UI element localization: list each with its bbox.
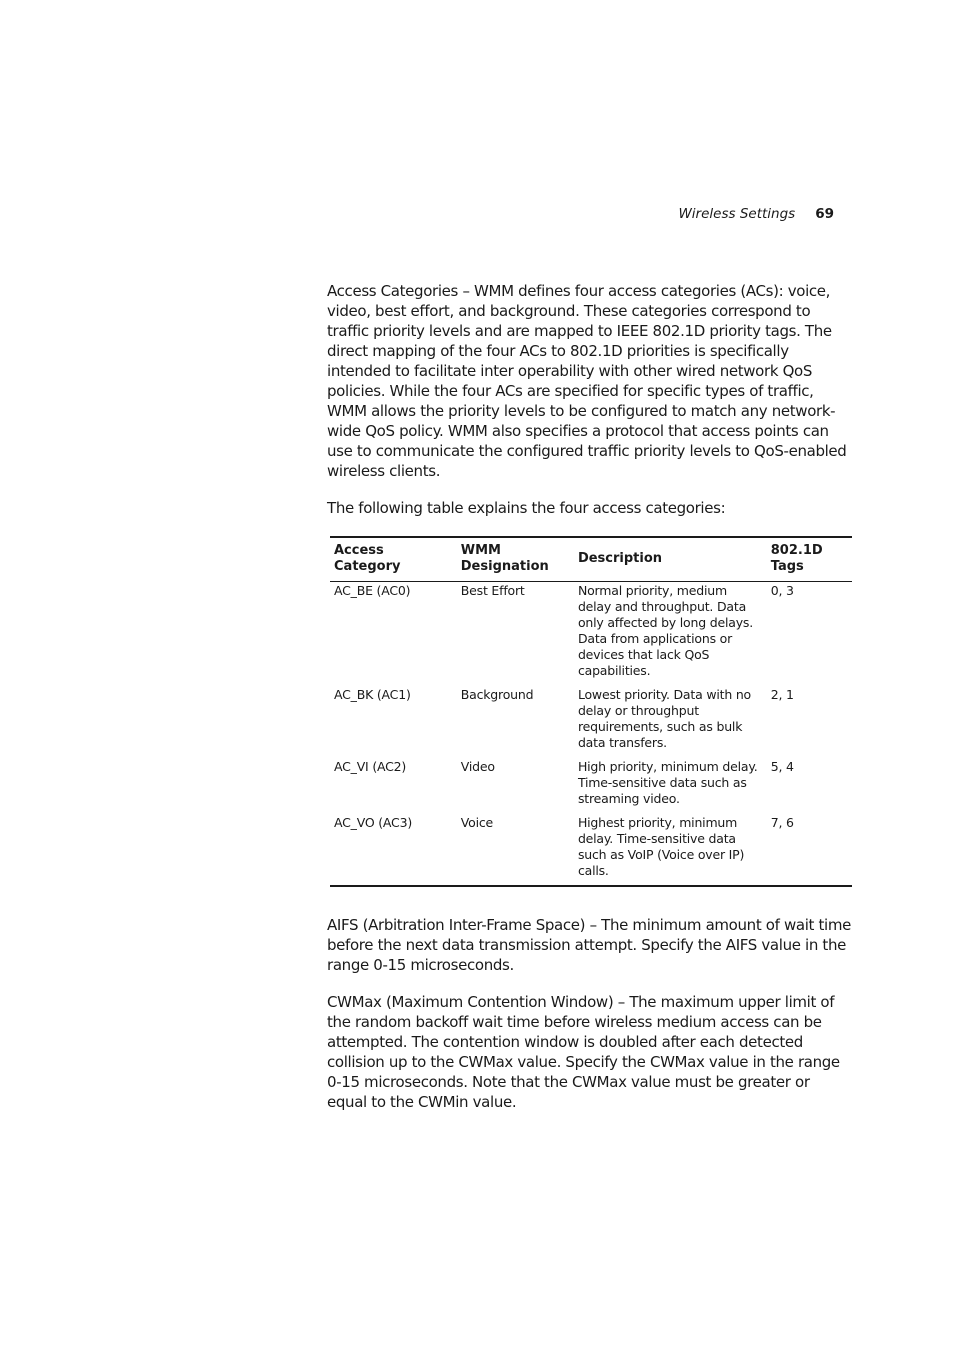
access-category-cell: AC_BE (AC0)	[334, 583, 411, 598]
access-categories-paragraph: Access Categories – WMM defines four access categories (ACs): voice, video, best effort, and background. These categories correspond to traffic priority levels and are mapped to IEEE 802.1D priority tags. The direct mapping of the four ACs to 802.1D priorities is specifically intended to facilitate inter operability with other wired network QoS policies. While the four ACs are specified for specific types of traffic, WMM allows the priority levels to be configured to match any network-wide QoS policy. WMM also specifies a protocol that access points can use to communicate the configured traffic priority levels to QoS-enabled wireless clients.	[327, 282, 847, 480]
description-cell: Highest priority, minimum delay. Time-sensitive data such as VoIP (Voice over IP) calls.	[577, 815, 745, 878]
tags-cell: 2, 1	[770, 687, 794, 702]
description-cell: High priority, minimum delay. Time-sensitive data such as streaming video.	[577, 759, 758, 806]
table-intro-paragraph: The following table explains the four access categories:	[327, 499, 726, 517]
tags-cell: 7, 6	[770, 815, 794, 830]
header-wmm-designation: WMM Designation	[457, 537, 574, 582]
running-header	[600, 205, 834, 223]
wmm-designation-cell: Video	[460, 759, 495, 774]
table-row	[330, 815, 852, 886]
header-8021d-tags: 802.1D Tags	[767, 537, 852, 582]
tags-cell: 0, 3	[770, 583, 794, 598]
table-row	[330, 759, 852, 815]
wmm-designation-cell: Voice	[460, 815, 494, 830]
tags-cell: 5, 4	[770, 759, 794, 774]
access-category-cell: AC_VI (AC2)	[334, 759, 407, 774]
header-description: Description	[574, 537, 767, 582]
table-row	[330, 582, 852, 688]
access-category-cell: AC_VO (AC3)	[334, 815, 413, 830]
table-row	[330, 687, 852, 759]
description-cell: Lowest priority. Data with no delay or throughput requirements, such as bulk data transfers.	[577, 687, 751, 750]
aifs-paragraph: AIFS (Arbitration Inter-Frame Space) – The minimum amount of wait time before the next data transmission attempt. Specify the AIFS value in the range 0-15 microseconds.	[327, 916, 851, 974]
cwmax-paragraph: CWMax (Maximum Contention Window) – The maximum upper limit of the random backoff wait time before wireless medium access can be attempted. The contention window is doubled after each detected collision up to the CWMax value. Specify the CWMax value in the range 0-15 microseconds. Note that the CWMax value must be greater or equal to the CWMin value.	[327, 993, 840, 1111]
table-header-row	[330, 537, 852, 582]
description-cell: Normal priority, medium delay and throughput. Data only affected by long delays. Data from applications or devices that lack QoS capabilities.	[577, 583, 753, 678]
access-category-cell: AC_BK (AC1)	[334, 687, 411, 702]
page-number: 69	[815, 206, 834, 222]
section-title: Wireless Settings	[678, 206, 796, 222]
page-content	[327, 281, 853, 1112]
wmm-designation-cell: Background	[460, 687, 534, 702]
access-category-table	[330, 536, 852, 887]
wmm-designation-cell: Best Effort	[460, 583, 525, 598]
header-access-category: Access Category	[330, 537, 457, 582]
